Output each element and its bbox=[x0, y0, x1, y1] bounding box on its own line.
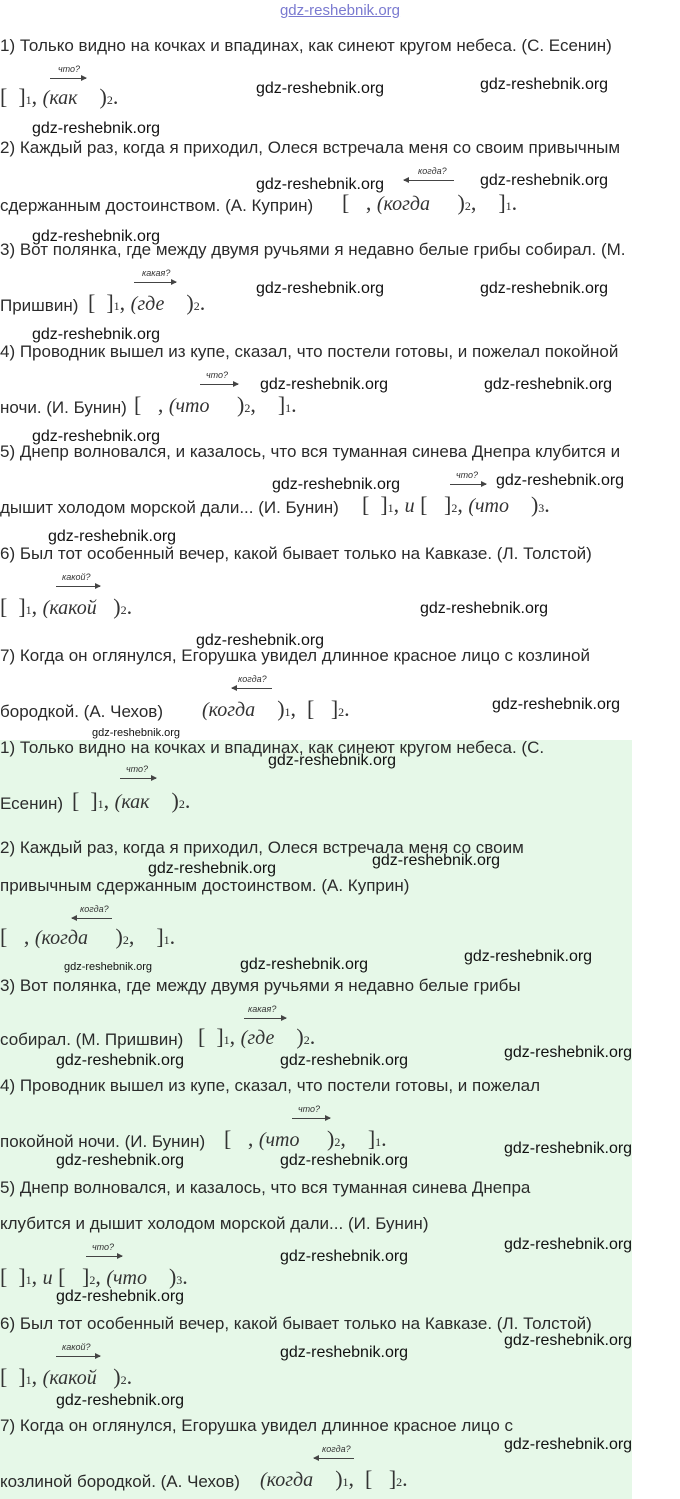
watermark: gdz-reshebnik.org bbox=[32, 326, 161, 343]
watermark: gdz-reshebnik.org bbox=[56, 1392, 185, 1409]
s1-scheme-7: (когда ) $_1$ , [ ] $_2$ . bbox=[202, 696, 350, 721]
watermark: gdz-reshebnik.org bbox=[148, 860, 277, 877]
s1-sentence-7b: бородкой. (А. Чехов) bbox=[0, 702, 163, 721]
watermark: gdz-reshebnik.org bbox=[56, 1052, 185, 1069]
question-label: когда? bbox=[238, 674, 267, 684]
s1-sentence-5a: 5) Днепр волновался, и казалось, что вся туманная синева Днепра клубится и bbox=[0, 442, 621, 461]
s1-sentence-3a: 3) Вот полянка, где между двумя ручьями я недавно белые грибы собирал. (М. bbox=[0, 240, 626, 259]
watermark: gdz-reshebnik.org bbox=[56, 1288, 185, 1305]
s1-scheme-4: [ , (что ) $_2$ , ] $_1$ . bbox=[134, 392, 297, 417]
arrow-right-icon bbox=[200, 384, 238, 385]
question-label: что? bbox=[126, 764, 149, 774]
watermark: gdz-reshebnik.org bbox=[504, 1044, 633, 1061]
s1-sentence-5b: дышит холодом морской дали... (И. Бунин) bbox=[0, 498, 339, 517]
watermark: gdz-reshebnik.org bbox=[496, 472, 625, 489]
watermark: gdz-reshebnik.org bbox=[268, 752, 397, 769]
site-link[interactable]: gdz-reshebnik.org bbox=[279, 2, 401, 19]
question-label: что? bbox=[456, 470, 479, 480]
arrow-right-icon bbox=[244, 1018, 286, 1019]
s2-scheme-4: [ , (что ) $_2$ , ] $_1$ . bbox=[224, 1126, 387, 1151]
watermark: gdz-reshebnik.org bbox=[480, 280, 609, 297]
watermark: gdz-reshebnik.org bbox=[504, 1332, 633, 1349]
watermark: gdz-reshebnik.org bbox=[272, 476, 401, 493]
s2-sentence-7a: 7) Когда он оглянулся, Егорушка увидел длинное красное лицо с bbox=[0, 1416, 514, 1435]
s2-scheme-2: [ , (когда ) $_2$ , ] $_1$ . bbox=[0, 924, 176, 949]
s2-sentence-4b: покойной ночи. (И. Бунин) bbox=[0, 1132, 206, 1151]
question-label: какая? bbox=[248, 1004, 277, 1014]
question-label: какой? bbox=[62, 572, 91, 582]
s1-sentence-1: 1) Только видно на кочках и впадинах, как синеют кругом небеса. (С. Есенин) bbox=[0, 36, 612, 55]
arrow-right-icon bbox=[292, 1118, 330, 1119]
s1-sentence-4b: ночи. (И. Бунин) bbox=[0, 398, 127, 417]
watermark: gdz-reshebnik.org bbox=[196, 632, 325, 649]
s2-sentence-5b: клубится и дышит холодом морской дали... (И. Бунин) bbox=[0, 1214, 429, 1233]
s1-sentence-7a: 7) Когда он оглянулся, Егорушка увидел длинное красное лицо с козлиной bbox=[0, 646, 591, 665]
s2-sentence-3b: собирал. (М. Пришвин) bbox=[0, 1030, 184, 1049]
watermark: gdz-reshebnik.org bbox=[256, 176, 385, 193]
question-label: что? bbox=[58, 64, 81, 74]
watermark: gdz-reshebnik.org bbox=[484, 376, 613, 393]
question-label: что? bbox=[206, 370, 229, 380]
s1-sentence-2b: сдержанным достоинством. (А. Куприн) bbox=[0, 196, 314, 215]
s2-sentence-7b: козлиной бородкой. (А. Чехов) bbox=[0, 1472, 240, 1491]
arrow-right-icon bbox=[56, 1356, 100, 1357]
s1-scheme-3: [ ] $_1$ , (где ) $_2$ . bbox=[88, 290, 206, 315]
arrow-right-icon bbox=[120, 778, 156, 779]
watermark: gdz-reshebnik.org bbox=[480, 76, 609, 93]
question-label: какая? bbox=[142, 268, 171, 278]
watermark: gdz-reshebnik.org bbox=[92, 727, 181, 739]
watermark: gdz-reshebnik.org bbox=[256, 280, 385, 297]
s2-scheme-6: [ ] $_1$ , (какой ) $_2$ . bbox=[0, 1364, 133, 1389]
arrow-left-icon bbox=[72, 918, 112, 919]
question-label: когда? bbox=[322, 1444, 351, 1454]
arrow-left-icon bbox=[232, 688, 272, 689]
s1-scheme-6: [ ] $_1$ , (какой ) $_2$ . bbox=[0, 594, 133, 619]
s1-sentence-4a: 4) Проводник вышел из купе, сказал, что постели готовы, и пожелал покойной bbox=[0, 342, 619, 361]
s1-scheme-5: [ ] $_1$ , и [ ] $_2$ , (что ) $_3$ . bbox=[362, 492, 550, 517]
arrow-right-icon bbox=[50, 78, 86, 79]
arrow-right-icon bbox=[134, 282, 176, 283]
watermark: gdz-reshebnik.org bbox=[32, 120, 161, 137]
watermark: gdz-reshebnik.org bbox=[64, 961, 153, 973]
question-label: что? bbox=[298, 1104, 321, 1114]
arrow-right-icon bbox=[450, 484, 486, 485]
watermark: gdz-reshebnik.org bbox=[280, 1152, 409, 1169]
watermark: gdz-reshebnik.org bbox=[504, 1140, 633, 1157]
s2-sentence-5a: 5) Днепр волновался, и казалось, что вся туманная синева Днепра bbox=[0, 1178, 531, 1197]
watermark: gdz-reshebnik.org bbox=[240, 956, 369, 973]
s2-scheme-1: [ ] $_1$ , (как ) $_2$ . bbox=[72, 788, 191, 813]
arrow-left-icon bbox=[314, 1458, 354, 1459]
watermark: gdz-reshebnik.org bbox=[48, 528, 177, 545]
s2-sentence-1b: Есенин) bbox=[0, 794, 64, 813]
s2-sentence-3a: 3) Вот полянка, где между двумя ручьями я недавно белые грибы bbox=[0, 976, 521, 995]
watermark: gdz-reshebnik.org bbox=[280, 1344, 409, 1361]
watermark: gdz-reshebnik.org bbox=[464, 948, 593, 965]
s2-sentence-2a: 2) Каждый раз, когда я приходил, Олеся встречала меня со своим bbox=[0, 838, 524, 857]
s2-sentence-1a: 1) Только видно на кочках и впадинах, как синеют кругом небеса. (С. bbox=[0, 738, 545, 757]
watermark: gdz-reshebnik.org bbox=[260, 376, 389, 393]
s1-sentence-6: 6) Был тот особенный вечер, какой бывает только на Кавказе. (Л. Толстой) bbox=[0, 544, 592, 563]
question-label: когда? bbox=[418, 166, 447, 176]
watermark: gdz-reshebnik.org bbox=[32, 428, 161, 445]
s2-sentence-6: 6) Был тот особенный вечер, какой бывает только на Кавказе. (Л. Толстой) bbox=[0, 1314, 592, 1333]
question-label: какой? bbox=[62, 1342, 91, 1352]
s2-scheme-7: (когда ) $_1$ , [ ] $_2$ . bbox=[260, 1466, 408, 1491]
arrow-right-icon bbox=[56, 586, 100, 587]
watermark: gdz-reshebnik.org bbox=[256, 80, 385, 97]
watermark: gdz-reshebnik.org bbox=[56, 1152, 185, 1169]
s2-scheme-3: [ ] $_1$ , (где ) $_2$ . bbox=[198, 1024, 316, 1049]
s1-scheme-2: [ , (когда ) $_2$ , ] $_1$ . bbox=[342, 190, 518, 215]
watermark: gdz-reshebnik.org bbox=[420, 600, 549, 617]
watermark: gdz-reshebnik.org bbox=[492, 696, 621, 713]
watermark: gdz-reshebnik.org bbox=[480, 172, 609, 189]
watermark: gdz-reshebnik.org bbox=[504, 1236, 633, 1253]
arrow-right-icon bbox=[86, 1256, 122, 1257]
watermark: gdz-reshebnik.org bbox=[504, 1436, 633, 1453]
arrow-left-icon bbox=[404, 180, 454, 181]
s2-scheme-5: [ ] $_1$ , и [ ] $_2$ , (что ) $_3$ . bbox=[0, 1264, 188, 1289]
watermark: gdz-reshebnik.org bbox=[280, 1248, 409, 1265]
watermark: gdz-reshebnik.org bbox=[32, 228, 161, 245]
watermark: gdz-reshebnik.org bbox=[372, 852, 501, 869]
s1-scheme-1: [ ] $_1$ , (как ) $_2$ . bbox=[0, 84, 119, 109]
s2-sentence-4a: 4) Проводник вышел из купе, сказал, что постели готовы, и пожелал bbox=[0, 1076, 541, 1095]
watermark: gdz-reshebnik.org bbox=[280, 1052, 409, 1069]
s1-sentence-2a: 2) Каждый раз, когда я приходил, Олеся встречала меня со своим привычным bbox=[0, 138, 621, 157]
question-label: что? bbox=[92, 1242, 115, 1252]
s1-sentence-3b: Пришвин) bbox=[0, 296, 79, 315]
s2-sentence-2b: привычным сдержанным достоинством. (А. Куприн) bbox=[0, 876, 410, 895]
question-label: когда? bbox=[80, 904, 109, 914]
